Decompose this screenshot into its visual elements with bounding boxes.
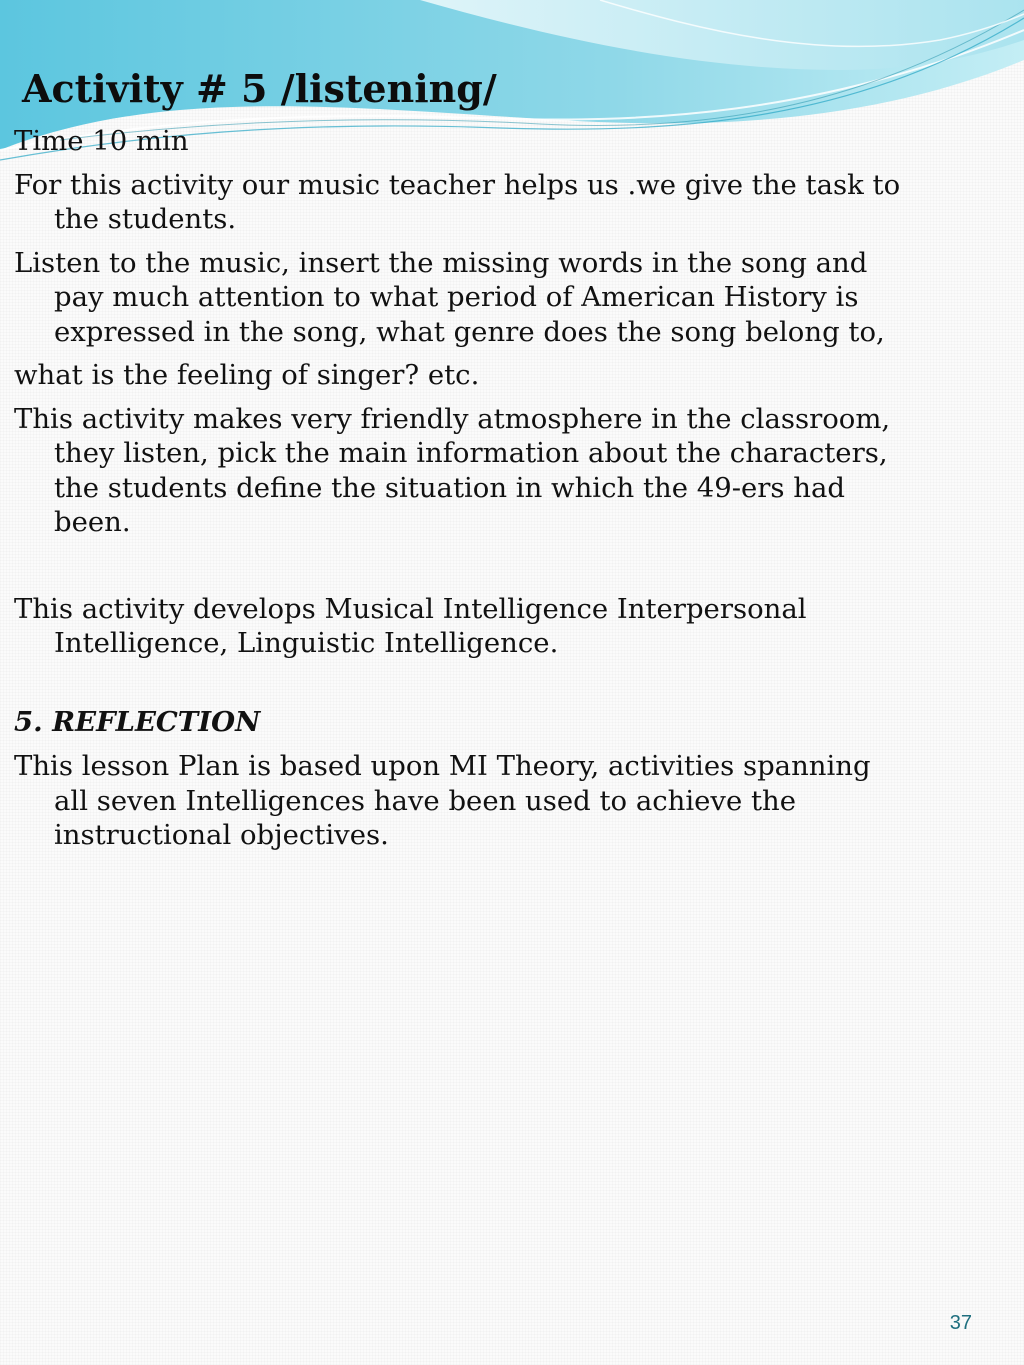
reflection-heading: 5. REFLECTION bbox=[14, 705, 261, 738]
spacer bbox=[14, 549, 904, 592]
page-number: 37 bbox=[949, 1312, 972, 1334]
task-paragraph: Listen to the music, insert the missing words in the song and pay much attention to what period of American History is expressed in the song, what genre does the song belong to, bbox=[14, 246, 885, 348]
reflection-paragraph: This lesson Plan is based upon MI Theory, activities spanning all seven Intelligences have been used to achieve the instructional objectives. bbox=[14, 750, 871, 851]
atmosphere-paragraph: This activity makes very friendly atmosphere in the classroom, they listen, pick the main information about the characters, the students define the situation in which the 49-ers had been. bbox=[14, 402, 891, 538]
time-paragraph: Time 10 min bbox=[14, 125, 189, 157]
develops-paragraph: This activity develops Musical Intelligence Interpersonal Intelligence, Linguistic Intelligence. bbox=[14, 592, 807, 659]
spacer bbox=[14, 670, 904, 705]
slide-body bbox=[14, 124, 904, 862]
feeling-paragraph: what is the feeling of singer? etc. bbox=[14, 359, 480, 391]
intro-paragraph: For this activity our music teacher helps us .we give the task to the students. bbox=[14, 168, 901, 235]
slide-title: Activity # 5 /listening/ bbox=[22, 66, 497, 111]
